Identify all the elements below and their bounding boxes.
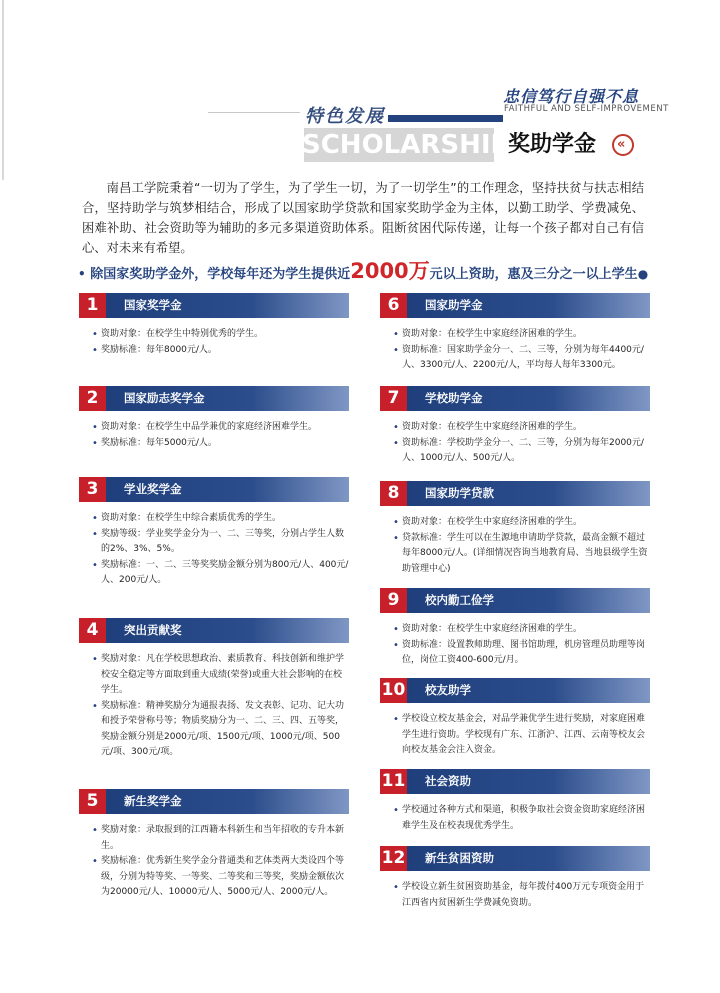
- item-title: 国家励志奖学金: [106, 386, 349, 411]
- item-line: • 学校设立新生贫困资助基金，每年拨付400万元专项资金用于江西省内贫困新生学费减免资助。: [402, 880, 650, 911]
- item-line: • 奖励标准：每年5000元/人。: [101, 436, 349, 452]
- item-title: 突出贡献奖: [106, 618, 349, 643]
- intro-paragraph: 南昌工学院秉着“一切为了学生，为了学生一切，为了一切学生”的工作理念，坚持扶贫与扶志相结合，坚持助学与筑梦相结合，形成了以国家助学贷款和国家奖助学金为主体，以勤工助学、学费减免、困难补助、社会资助等为辅助的多元多渠道资助体系。阻断贫困代际传递，让每一个孩子都对自己有信心、对未来有希望。: [82, 181, 644, 255]
- item-title: 国家奖学金: [106, 293, 349, 318]
- item-title: 校内勤工俭学: [407, 588, 650, 613]
- item-line: • 资助标准：设置教师助理、图书馆助理，机房管理员助理等岗位，岗位工资400-600元/月。: [402, 638, 650, 669]
- item-number: 2: [79, 386, 106, 411]
- scholarship-item: [79, 477, 349, 589]
- item-line: • 资助对象：在校学生中综合素质优秀的学生。: [101, 511, 349, 527]
- item-title: 国家助学贷款: [407, 481, 650, 506]
- item-title: 国家助学金: [407, 293, 650, 318]
- chevron-left-icon: «: [612, 134, 634, 156]
- header-divider-bar: [388, 115, 503, 122]
- scholarship-item: [380, 769, 650, 834]
- page-edge-rule: [2, 0, 4, 180]
- item-line: • 奖励标准：优秀新生奖学金分普通类和艺体类两大类设四个等级，分别为特等奖、一等奖、二等奖和三等奖，奖励金额依次为20000元/人、10000元/人、5000元/人、2000元/人。: [101, 854, 349, 901]
- school-motto: 忠信笃行自强不息: [503, 87, 640, 106]
- item-title: 学业奖学金: [106, 477, 349, 502]
- scholarship-item: [79, 293, 349, 358]
- section-feature-label: 特色发展: [305, 106, 385, 127]
- item-line: • 资助对象：在校学生中家庭经济困难的学生。: [402, 420, 650, 436]
- item-line: • 奖励等级：学业奖学金分为一、二、三等奖，分别占学生人数的2%、3%、5%。: [101, 527, 349, 558]
- item-line: • 奖励对象：凡在学校思想政治、素质教育、科技创新和维护学校安全稳定等方面取到重大成绩(荣誉)或重大社会影响的在校学生。: [101, 652, 349, 699]
- scholarship-item: [79, 789, 349, 901]
- highlight-pre: 除国家奖助学金外，学校每年还为学生提供近: [90, 267, 351, 282]
- scholarship-item: [380, 386, 650, 467]
- scholarship-item: [380, 846, 650, 911]
- item-line: • 资助对象：在校学生中品学兼优的家庭经济困难学生。: [101, 420, 349, 436]
- highlight-line: [78, 255, 648, 285]
- highlight-post: 元以上资助，惠及三分之一以上学生: [429, 267, 638, 282]
- bullet-end-icon: ●: [637, 267, 649, 281]
- item-line: • 学校通过各种方式和渠道，积极争取社会资金资助家庭经济困难学生及在校表现优秀学生。: [402, 803, 650, 834]
- item-number: 6: [380, 293, 407, 318]
- item-number: 11: [380, 769, 407, 794]
- item-number: 5: [79, 789, 106, 814]
- item-number: 10: [380, 678, 407, 703]
- item-line: • 资助对象：在校学生中家庭经济困难的学生。: [402, 515, 650, 531]
- item-line: • 资助标准：学校助学金分一、二、三等，分别为每年2000元/人、1000元/人、500元/人。: [402, 436, 650, 467]
- item-number: 1: [79, 293, 106, 318]
- header-divider-left: [208, 112, 300, 113]
- item-number: 9: [380, 588, 407, 613]
- item-line: • 资助标准：国家助学金分一、二、三等，分别为每年4400元/人、3300元/人、2200元/人，平均每人每年3300元。: [402, 343, 650, 374]
- item-title: 新生奖学金: [106, 789, 349, 814]
- item-line: • 奖励标准：精神奖励分为通报表扬、发文表彰、记功、记大功和授予荣誉称号等；物质奖励分为一、二、三、四、五等奖，奖励金额分别是2000元/项、1500元/项、1000元/项、500元/项、300元/项。: [101, 699, 349, 761]
- item-line: • 资助对象：在校学生中家庭经济困难的学生。: [402, 327, 650, 343]
- item-line: • 奖励对象：录取报到的江西籍本科新生和当年招收的专升本新生。: [101, 823, 349, 854]
- page-title: 奖助学金: [508, 132, 597, 157]
- scholarship-item: [79, 386, 349, 451]
- item-number: 3: [79, 477, 106, 502]
- item-title: 社会资助: [407, 769, 650, 794]
- scholarship-item: [79, 618, 349, 761]
- item-line: • 贷款标准：学生可以在生源地申请助学贷款，最高金额不超过每年8000元/人。(详细情况咨询当地教育局、当地县级学生资助管理中心): [402, 531, 650, 578]
- item-line: • 奖励标准：一、二、三等奖奖励金额分别为800元/人、400元/人、200元/人。: [101, 558, 349, 589]
- item-number: 12: [380, 846, 407, 871]
- item-number: 8: [380, 481, 407, 506]
- scholarship-item: [380, 481, 650, 577]
- scholarship-item: [380, 293, 650, 374]
- item-number: 4: [79, 618, 106, 643]
- item-title: 学校助学金: [407, 386, 650, 411]
- item-line: • 学校设立校友基金会，对品学兼优学生进行奖励，对家庭困难学生进行资助。学校现有广东、江浙沪、江西、云南等校友会向校友基金会注入资金。: [402, 712, 650, 759]
- highlight-amount: 2000万: [350, 259, 430, 283]
- scholarship-item: [380, 678, 650, 759]
- item-line: • 资助对象：在校学生中特别优秀的学生。: [101, 327, 349, 343]
- item-number: 7: [380, 386, 407, 411]
- scholarship-item: [380, 588, 650, 669]
- bullet-icon: •: [78, 267, 86, 281]
- scholarship-word: SCHOLARSHIP: [302, 130, 510, 160]
- item-title: 校友助学: [407, 678, 650, 703]
- school-motto-english: FAITHFUL AND SELF-IMPROVEMENT: [504, 104, 669, 114]
- item-line: • 资助对象：在校学生中家庭经济困难的学生。: [402, 622, 650, 638]
- item-title: 新生贫困资助: [407, 846, 650, 871]
- item-line: • 奖励标准：每年8000元/人。: [101, 343, 349, 359]
